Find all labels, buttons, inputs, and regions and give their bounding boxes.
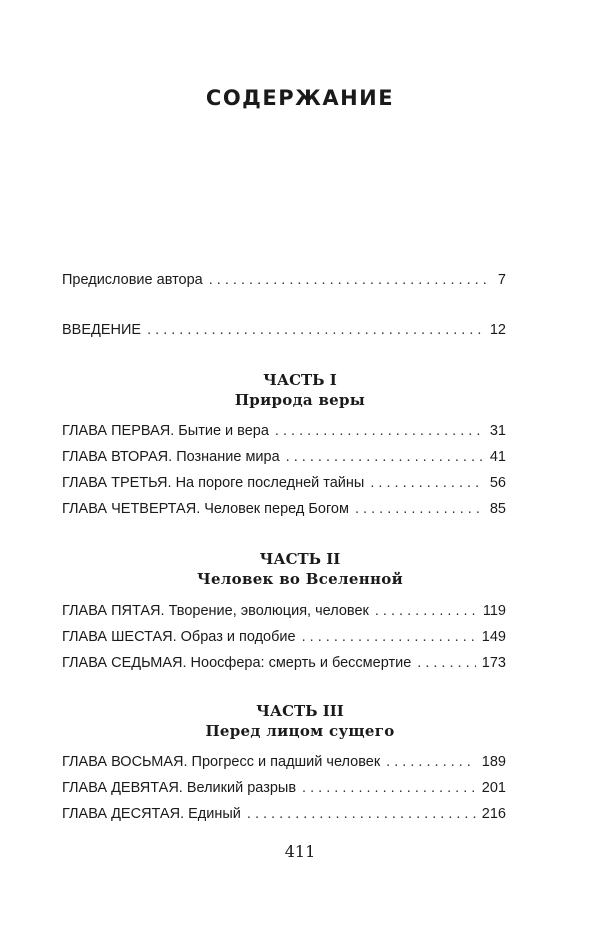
dot-leader bbox=[147, 320, 484, 340]
toc-entry-label: ВВЕДЕНИЕ bbox=[62, 322, 142, 338]
part-subtitle: Природа веры bbox=[234, 391, 366, 409]
toc-entry-chapter[interactable] bbox=[62, 627, 506, 647]
toc-entry-page: 119 bbox=[482, 603, 506, 619]
toc-entry-label: ГЛАВА ПЯТАЯ. Творение, эволюция, человек bbox=[62, 603, 369, 619]
toc-entry-label: ГЛАВА ВОСЬМАЯ. Прогресс и падший человек bbox=[62, 754, 381, 770]
dot-leader bbox=[370, 473, 484, 493]
toc-entry-label: ГЛАВА ДЕСЯТАЯ. Единый bbox=[62, 806, 241, 822]
toc-entry-label: Предисловие автора bbox=[62, 272, 203, 288]
toc-entry-chapter[interactable] bbox=[62, 653, 506, 673]
toc-entry-label: ГЛАВА ПЕРВАЯ. Бытие и вера bbox=[62, 423, 269, 439]
dot-leader bbox=[302, 778, 476, 798]
toc-entry-page: 173 bbox=[481, 655, 506, 671]
toc-entry-label: ГЛАВА ВТОРАЯ. Познание мира bbox=[62, 449, 280, 465]
dot-leader bbox=[417, 653, 476, 673]
toc-entry-chapter[interactable] bbox=[62, 473, 506, 493]
toc-entry-chapter[interactable] bbox=[62, 804, 506, 824]
part-heading: ЧАСТЬ II bbox=[259, 550, 341, 568]
dot-leader bbox=[209, 270, 492, 290]
toc-entry-page: 31 bbox=[489, 423, 506, 439]
toc-entry-page: 85 bbox=[489, 501, 506, 517]
toc-entry-introduction[interactable] bbox=[62, 320, 506, 340]
toc-entry-chapter[interactable] bbox=[62, 752, 506, 772]
part-subtitle: Человек во Вселенной bbox=[196, 570, 404, 588]
toc-entry-chapter[interactable] bbox=[62, 499, 506, 519]
page-title: СОДЕРЖАНИЕ bbox=[205, 86, 395, 110]
toc-entry-chapter[interactable] bbox=[62, 601, 506, 621]
toc-entry-page: 41 bbox=[489, 449, 506, 465]
toc-entry-label: ГЛАВА ШЕСТАЯ. Образ и подобие bbox=[62, 629, 296, 645]
toc-entry-page: 201 bbox=[481, 780, 506, 796]
dot-leader bbox=[386, 752, 476, 772]
toc-entry-page: 189 bbox=[481, 754, 506, 770]
toc-entry-label: ГЛАВА ЧЕТВЕРТАЯ. Человек перед Богом bbox=[62, 501, 349, 517]
dot-leader bbox=[247, 804, 476, 824]
toc-entry-label: ГЛАВА СЕДЬМАЯ. Ноосфера: смерть и бессмертие bbox=[62, 655, 412, 671]
toc-entry-page: 56 bbox=[489, 475, 506, 491]
part-heading: ЧАСТЬ III bbox=[256, 702, 344, 720]
toc-entry-page: 216 bbox=[481, 806, 506, 822]
part-heading: ЧАСТЬ I bbox=[263, 371, 337, 389]
toc-entry-chapter[interactable] bbox=[62, 421, 506, 441]
dot-leader bbox=[375, 601, 477, 621]
toc-entry-label: ГЛАВА ТРЕТЬЯ. На пороге последней тайны bbox=[62, 475, 365, 491]
dot-leader bbox=[286, 447, 484, 467]
toc-entry-chapter[interactable] bbox=[62, 447, 506, 467]
part-subtitle: Перед лицом сущего bbox=[205, 722, 395, 740]
dot-leader bbox=[355, 499, 484, 519]
dot-leader bbox=[275, 421, 484, 441]
toc-entry-page: 7 bbox=[497, 272, 506, 288]
dot-leader bbox=[302, 627, 476, 647]
toc-entry-chapter[interactable] bbox=[62, 778, 506, 798]
page-number: 411 bbox=[284, 842, 316, 861]
toc-entry-label: ГЛАВА ДЕВЯТАЯ. Великий разрыв bbox=[62, 780, 297, 796]
toc-entry-page: 12 bbox=[489, 322, 506, 338]
toc-entry-page: 149 bbox=[481, 629, 506, 645]
toc-entry-preface[interactable] bbox=[62, 270, 506, 290]
